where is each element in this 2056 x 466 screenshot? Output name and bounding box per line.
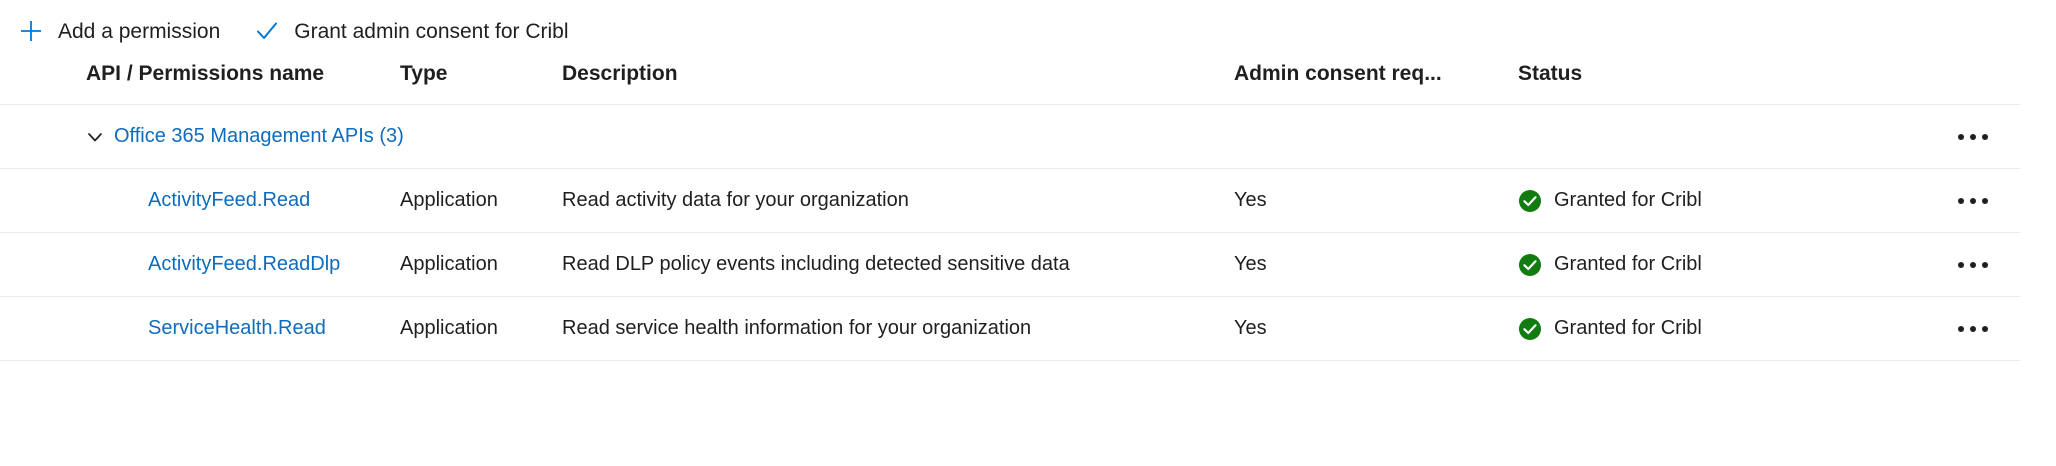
row-menu-cell	[1898, 233, 2020, 297]
permission-name-cell	[0, 297, 400, 361]
plus-icon	[18, 18, 44, 44]
group-link-office365-management-apis[interactable]: Office 365 Management APIs (3)	[114, 125, 404, 147]
permission-link[interactable]: ServiceHealth.Read	[148, 317, 326, 339]
more-options-icon[interactable]	[1950, 122, 1996, 152]
table-row[interactable]	[0, 297, 2020, 361]
permission-description-cell: Read service health information for your organization	[562, 317, 1032, 339]
api-permissions-table	[0, 62, 2020, 361]
add-permission-label: Add a permission	[58, 19, 221, 43]
status-badge: Granted for Cribl	[1554, 189, 1702, 211]
permission-status-cell	[1518, 233, 1898, 297]
status-badge: Granted for Cribl	[1554, 253, 1702, 275]
permission-admin-consent-cell: Yes	[1234, 253, 1267, 275]
grant-admin-consent-button[interactable]	[254, 18, 568, 44]
permission-name-cell	[0, 233, 400, 297]
more-options-icon[interactable]	[1950, 250, 1996, 280]
table-row[interactable]	[0, 169, 2020, 233]
group-row-menu	[1898, 105, 2020, 169]
table-row[interactable]	[0, 233, 2020, 297]
permission-description-cell: Read activity data for your organization	[562, 189, 909, 211]
permission-name-cell	[0, 169, 400, 233]
column-header-name: API / Permissions name	[86, 62, 325, 85]
permission-type-cell: Application	[400, 253, 498, 275]
permission-type-cell: Application	[400, 189, 498, 211]
permission-link[interactable]: ActivityFeed.Read	[148, 189, 311, 211]
permission-description-cell: Read DLP policy events including detected sensitive data	[562, 253, 1070, 275]
checkmark-icon	[254, 18, 280, 44]
row-menu-cell	[1898, 169, 2020, 233]
permission-admin-consent-cell: Yes	[1234, 189, 1267, 211]
table-header	[0, 62, 2020, 105]
command-bar	[0, 0, 2056, 62]
grant-admin-consent-label: Grant admin consent for Cribl	[294, 19, 569, 43]
column-header-type: Type	[400, 62, 448, 85]
success-check-icon	[1518, 189, 1542, 213]
permission-status-cell	[1518, 297, 1898, 361]
column-header-status: Status	[1518, 62, 1583, 85]
chevron-down-icon[interactable]	[84, 126, 106, 148]
group-row-content	[0, 105, 1898, 169]
table-body	[0, 105, 2020, 361]
permission-type-cell: Application	[400, 317, 498, 339]
permission-link[interactable]: ActivityFeed.ReadDlp	[148, 253, 341, 275]
permission-status-cell	[1518, 169, 1898, 233]
column-header-menu	[1898, 62, 2020, 105]
success-check-icon	[1518, 317, 1542, 341]
add-permission-button[interactable]	[18, 18, 220, 44]
more-options-icon[interactable]	[1950, 314, 1996, 344]
table-header-row	[0, 62, 2020, 105]
status-badge: Granted for Cribl	[1554, 317, 1702, 339]
more-options-icon[interactable]	[1950, 186, 1996, 216]
row-menu-cell	[1898, 297, 2020, 361]
success-check-icon	[1518, 253, 1542, 277]
column-header-description: Description	[562, 62, 678, 85]
table-group-row[interactable]	[0, 105, 2020, 169]
permission-admin-consent-cell: Yes	[1234, 317, 1267, 339]
column-header-admin-consent: Admin consent req...	[1234, 62, 1442, 85]
